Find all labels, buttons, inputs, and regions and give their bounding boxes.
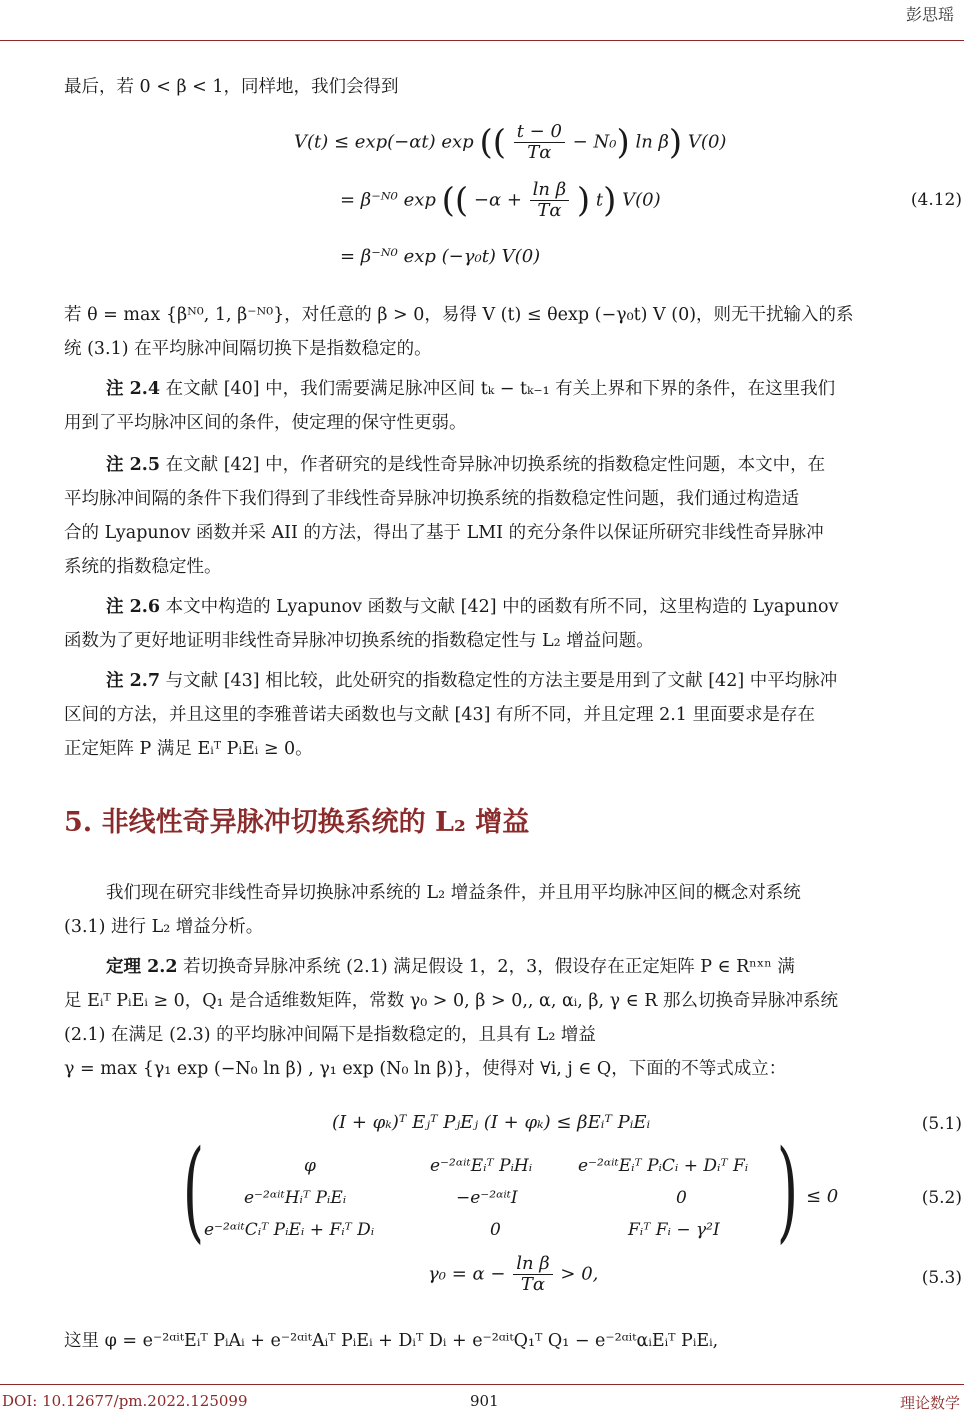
section-title: 5. 非线性奇异脉冲切换系统的 L₂ 增益 <box>64 807 530 838</box>
paragraph-theta: 若 θ = max {βᴺ⁰, 1, β⁻ᴺ⁰}，对任意的 β > 0，易得 V (t) ≤ θexp (−γ₀t) V (0)，则无干扰输入的系 统 (3.1) 在平均脉冲间隔切换下是指数稳定的。 <box>64 305 854 359</box>
header-rule <box>0 40 964 41</box>
paragraph-intro: 最后，若 0 < β < 1，同样地，我们会得到 <box>64 77 399 97</box>
note-label: 注 2.6 <box>106 597 161 617</box>
theorem-label: 定理 2.2 <box>106 957 178 977</box>
footer-journal-name: 理论数学 <box>899 1394 960 1412</box>
footer-doi-link[interactable]: DOI: 10.12677/pm.2022.125099 <box>2 1392 248 1410</box>
note-2-4: 注 2.4 在文献 [40] 中，我们需要满足脉冲区间 tₖ − tₖ₋₁ 有关上界和下界的条件，在这里我们 用到了平均脉冲区间的条件，使定理的保守性更弱。 <box>64 379 836 433</box>
eq-412-line2: = β⁻ᴺ⁰ exp (( −α + $\frac{\text{ln β}}{T\alpha}$ ) t) V(0) <box>340 179 661 221</box>
eq-5-2-number: (5.2) <box>921 1188 962 1208</box>
matrix-cell: φ <box>304 1156 316 1176</box>
note-2-5: 注 2.5 在文献 [42] 中，作者研究的是线性奇异脉冲切换系统的指数稳定性问题，本文中，在 平均脉冲间隔的条件下我们得到了非线性奇异脉冲切换系统的指数稳定性问题，我们通过构造适 合的 Lyapunov 函数并采 AII 的方法，得出了基于 LMI 的充分条件以保证所研究非线性奇异脉冲 系统的指数稳定性。 <box>64 455 826 577</box>
left-paren: ( <box>182 1126 205 1254</box>
eq-5-3: γ₀ = α − $\frac{\text{ln β}}{T\alpha}$ > 0, <box>428 1253 599 1295</box>
matrix-cell: e⁻²ᵅⁱᵗCᵢᵀ PᵢEᵢ + Fᵢᵀ Dᵢ <box>204 1220 375 1240</box>
eq-5-1: (I + φₖ)ᵀ Eⱼᵀ PⱼEⱼ (I + φₖ) ≤ βEᵢᵀ PᵢEᵢ <box>332 1112 651 1133</box>
paragraph-here: 这里 φ = e⁻²ᵅⁱᵗEᵢᵀ PᵢAᵢ + e⁻²ᵅⁱᵗAᵢᵀ PᵢEᵢ + Dᵢᵀ Dᵢ + e⁻²ᵅⁱᵗQ₁ᵀ Q₁ − e⁻²ᵅⁱᵗαᵢEᵢᵀ PᵢEᵢ, <box>64 1331 719 1351</box>
matrix-cell: e⁻²ᵅⁱᵗEᵢᵀ PᵢHᵢ <box>430 1156 533 1176</box>
footer-rule <box>0 1384 964 1385</box>
footer-page-number: 901 <box>470 1392 499 1410</box>
matrix-cell: e⁻²ᵅⁱᵗEᵢᵀ PᵢCᵢ + Dᵢᵀ Fᵢ <box>578 1156 749 1176</box>
matrix-cell: −e⁻²ᵅⁱᵗI <box>456 1188 518 1208</box>
eq-5-2-matrix <box>182 1126 799 1254</box>
eq-412-line1: V(t) ≤ exp(−αt) exp (( $\frac{t - 0}{T\alpha}$ − N₀) ln β) V(0) <box>294 121 727 163</box>
matrix-cell: 0 <box>490 1220 501 1240</box>
note-label: 注 2.5 <box>106 455 161 475</box>
eq-5-2-rhs: ≤ 0 <box>806 1186 839 1207</box>
note-2-6: 注 2.6 本文中构造的 Lyapunov 函数与文献 [42] 中的函数有所不同，这里构造的 Lyapunov 函数为了更好地证明非线性奇异脉冲切换系统的指数稳定性与 L₂ 增益问题。 <box>64 597 839 651</box>
eq-412-number: (4.12) <box>910 190 962 210</box>
matrix-cell: e⁻²ᵅⁱᵗHᵢᵀ PᵢEᵢ <box>244 1188 347 1208</box>
note-label: 注 2.7 <box>106 671 161 691</box>
matrix-cell: Fᵢᵀ Fᵢ − γ²I <box>628 1220 720 1240</box>
note-2-7: 注 2.7 与文献 [43] 相比较，此处研究的指数稳定性的方法主要是用到了文献 [42] 中平均脉冲 区间的方法，并且这里的李雅普诺夫函数也与文献 [43] 有所不同，并且定理 2.1 里面要求是存在 正定矩阵 P 满足 Eᵢᵀ PᵢEᵢ ≥ 0。 <box>64 671 838 759</box>
matrix-cell: 0 <box>676 1188 687 1208</box>
right-paren: ) <box>776 1126 799 1254</box>
eq-5-1-number: (5.1) <box>921 1114 962 1134</box>
note-label: 注 2.4 <box>106 379 161 399</box>
eq-412-line3: = β⁻ᴺ⁰ exp (−γ₀t) V(0) <box>340 246 541 267</box>
paragraph-section5: 我们现在研究非线性奇异切换脉冲系统的 L₂ 增益条件，并且用平均脉冲区间的概念对系统 (3.1) 进行 L₂ 增益分析。 <box>64 883 801 937</box>
eq-5-3-number: (5.3) <box>921 1268 962 1288</box>
theorem-2-2: 定理 2.2 若切换奇异脉冲系统 (2.1) 满足假设 1，2，3，假设存在正定矩阵 P ∈ Rⁿˣⁿ 满 足 Eᵢᵀ PᵢEᵢ ≥ 0，Q₁ 是合适维数矩阵，常数 γ₀ > 0, β > 0,, α, αᵢ, β, γ ∈ R 那么切换奇异脉冲系统 (2.1) 在满足 (2.3) 的平均脉冲间隔下是指数稳定的，且具有 L₂ 增益 γ = max {γ₁ exp (−N₀ ln β) , γ₁ exp (N₀ ln β)}，使得对 ∀i, j ∈ Q，下面的不等式成立： <box>64 957 838 1079</box>
header-author: 彭思瑶 <box>905 5 954 24</box>
